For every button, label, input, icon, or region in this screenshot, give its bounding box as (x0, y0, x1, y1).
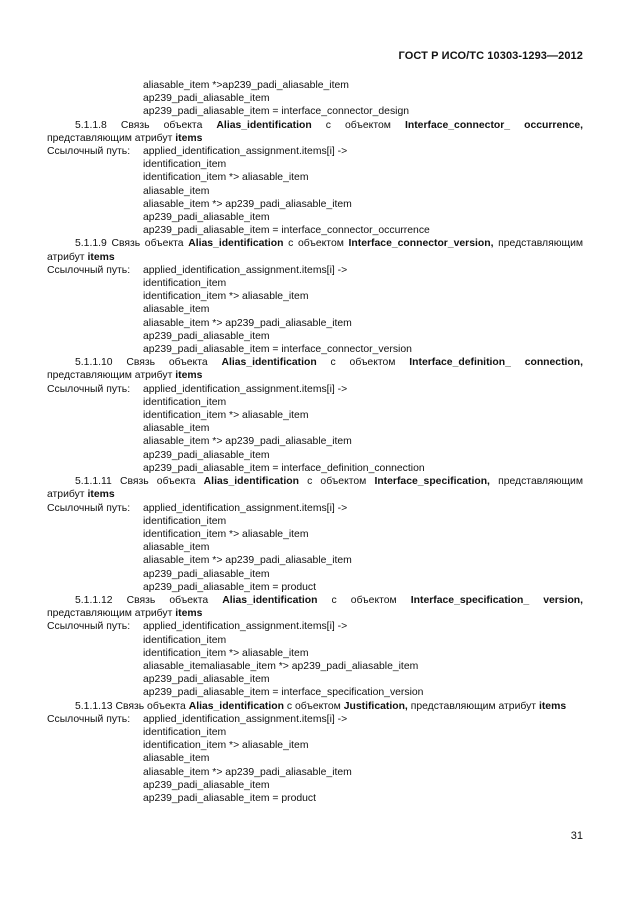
reference-path-label: Ссылочный путь: (47, 621, 131, 633)
heading-text: Связь объекта (111, 238, 184, 250)
mapping-line: identification_item (143, 278, 227, 290)
mapping-line: identification_item *> aliasable_item (143, 172, 309, 184)
heading-text: представляющим атрибут (47, 608, 173, 620)
mapping-section (47, 700, 583, 806)
heading-text: с объектом (288, 238, 344, 250)
mapping-line: ap239_padi_aliasable_item = interface_connector_version (143, 344, 412, 356)
mapping-line: identification_item *> aliasable_item (143, 410, 309, 422)
mapping-line: aliasable_item *> ap239_padi_aliasable_item (143, 317, 352, 329)
heading-text: с объектом (286, 700, 341, 712)
section-number: 5.1.1.13 (75, 700, 113, 712)
mapping-line: ap239_padi_aliasable_item = interface_specification_version (143, 687, 424, 699)
section-number: 5.1.1.10 (75, 357, 113, 369)
mapping-section (47, 475, 583, 594)
mapping-line: identification_item (143, 726, 227, 738)
target-entity: Interface_definition_ connection, (409, 357, 584, 369)
heading-text: представляющим атрибут (47, 238, 584, 263)
heading-text: с объектом (307, 476, 367, 488)
mapping-section (47, 119, 583, 238)
heading-text: представляющим атрибут (410, 700, 537, 712)
entity-name: Alias_identification (203, 476, 299, 488)
reference-path-row (47, 502, 583, 515)
heading-text: с объектом (325, 119, 391, 131)
mapping-line: aliasable_item *> ap239_padi_aliasable_item (143, 198, 352, 210)
mapping-line: aliasable_item *> ap239_padi_aliasable_item (143, 555, 352, 567)
entity-name: Alias_identification (216, 119, 312, 131)
section-number: 5.1.1.12 (75, 594, 113, 606)
heading-text: Связь объекта (115, 700, 186, 712)
heading-text: представляющим атрибут (47, 370, 173, 382)
mapping-line: ap239_padi_aliasable_item = interface_connector_occurrence (143, 225, 430, 237)
section-number: 5.1.1.9 (75, 238, 107, 250)
mapping-line: applied_identification_assignment.items[i] -> (143, 621, 348, 633)
mapping-section (47, 594, 583, 700)
entity-name: Alias_identification (188, 238, 284, 250)
attribute-name: items (175, 370, 203, 382)
section-heading (47, 237, 583, 263)
target-entity: Justification, (343, 700, 408, 712)
heading-text: Связь объекта (119, 476, 196, 488)
sections-container (47, 119, 583, 806)
heading-text: с объектом (331, 594, 397, 606)
attribute-name: items (87, 489, 115, 501)
reference-path-label: Ссылочный путь: (47, 146, 131, 158)
mapping-line: ap239_padi_aliasable_item (143, 449, 270, 461)
mapping-line: applied_identification_assignment.items[i] -> (143, 713, 348, 725)
target-entity: Interface_connector_ occurrence, (404, 119, 584, 131)
mapping-line: ap239_padi_aliasable_item = interface_definition_connection (143, 462, 425, 474)
heading-text: Связь объекта (120, 119, 203, 131)
mapping-line: aliasable_item *> ap239_padi_aliasable_item (143, 766, 352, 778)
entity-name: Alias_identification (221, 357, 317, 369)
mapping-line: ap239_padi_aliasable_item (143, 330, 270, 342)
section-number: 5.1.1.11 (75, 476, 112, 488)
target-entity: Interface_specification, (374, 476, 490, 488)
mapping-line: ap239_padi_aliasable_item (143, 674, 270, 686)
mapping-line: identification_item (143, 515, 227, 527)
target-entity: Interface_specification_ version, (410, 594, 584, 606)
mapping-line: aliasable_item (143, 542, 210, 554)
section-heading (47, 594, 583, 620)
mapping-line: identification_item *> aliasable_item (143, 291, 309, 303)
section-number: 5.1.1.8 (75, 119, 107, 131)
reference-path-label: Ссылочный путь: (47, 264, 131, 276)
mapping-line: applied_identification_assignment.items[i] -> (143, 264, 348, 276)
mapping-line: applied_identification_assignment.items[i] -> (143, 146, 348, 158)
heading-text: с объектом (330, 357, 396, 369)
reference-path-row (47, 383, 583, 396)
entity-name: Alias_identification (222, 594, 318, 606)
mapping-line: aliasable_item (143, 423, 210, 435)
reference-path-label: Ссылочный путь: (47, 383, 131, 395)
section-heading (47, 356, 583, 382)
reference-path-row (47, 145, 583, 158)
document-body (47, 79, 583, 805)
mapping-line: applied_identification_assignment.items[i] -> (143, 502, 348, 514)
mapping-line: aliasable_item *>ap239_padi_aliasable_item (143, 80, 349, 91)
mapping-line: identification_item (143, 159, 227, 171)
attribute-name: items (175, 608, 203, 620)
document-header: ГОСТ Р ИСО/ТС 10303-1293—2012 (398, 50, 583, 62)
heading-text: Связь объекта (126, 357, 208, 369)
mapping-section (47, 237, 583, 356)
mapping-line: ap239_padi_aliasable_item = interface_connector_design (143, 106, 410, 118)
page-number: 31 (570, 830, 583, 842)
mapping-line: ap239_padi_aliasable_item (143, 568, 270, 580)
mapping-line: identification_item *> aliasable_item (143, 647, 309, 659)
mapping-line: aliasable_item (143, 753, 210, 765)
attribute-name: items (87, 251, 115, 263)
mapping-line: ap239_padi_aliasable_item = product (143, 792, 317, 804)
mapping-line: ap239_padi_aliasable_item (143, 779, 270, 791)
reference-path-label: Ссылочный путь: (47, 502, 131, 514)
mapping-line: identification_item *> aliasable_item (143, 740, 309, 752)
heading-text: представляющим атрибут (47, 476, 583, 501)
mapping-line: aliasable_item *> ap239_padi_aliasable_item (143, 436, 352, 448)
mapping-line: applied_identification_assignment.items[i] -> (143, 383, 348, 395)
mapping-line: identification_item *> aliasable_item (143, 528, 309, 540)
section-heading (47, 475, 583, 501)
target-entity: Interface_connector_version, (348, 238, 494, 250)
mapping-line: identification_item (143, 396, 227, 408)
mapping-line: identification_item (143, 634, 227, 646)
mapping-section (47, 356, 583, 475)
mapping-line: ap239_padi_aliasable_item (143, 212, 270, 224)
section-heading (47, 119, 583, 145)
reference-path-row (47, 713, 583, 726)
mapping-line: aliasable_item (143, 185, 210, 197)
mapping-line: ap239_padi_aliasable_item = product (143, 581, 317, 593)
attribute-name: items (538, 700, 567, 712)
attribute-name: items (175, 132, 203, 144)
reference-path-label: Ссылочный путь: (47, 713, 131, 725)
reference-path-row (47, 620, 583, 633)
entity-name: Alias_identification (188, 700, 284, 712)
heading-text: Связь объекта (126, 594, 209, 606)
mapping-line: ap239_padi_aliasable_item (143, 93, 270, 105)
section-heading (47, 700, 583, 713)
mapping-line: aliasable_itemaliasable_item *> ap239_padi_aliasable_item (143, 660, 419, 672)
mapping-line: aliasable_item (143, 304, 210, 316)
heading-text: представляющим атрибут (47, 132, 173, 144)
reference-path-row (47, 264, 583, 277)
